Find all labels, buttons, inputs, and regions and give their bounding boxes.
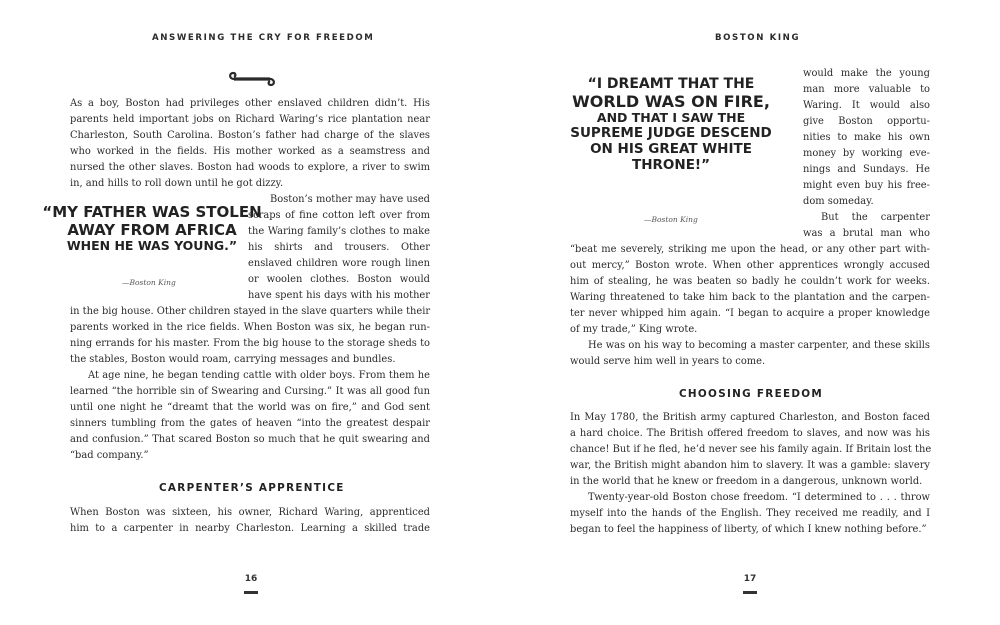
text-line: Waring threatened to take him back to the plantation and the carpen- (570, 292, 930, 303)
text-line: He was on his way to becoming a master carpenter, and these skills (588, 340, 930, 351)
pull-quote-line: WHEN HE WAS YOUNG.” (66, 238, 238, 254)
text-line: his shirts and trousers. Other (248, 242, 430, 253)
text-line: Twenty-year-old Boston chose freedom. “I determined to . . . throw (588, 492, 930, 503)
text-line: or woolen clothes. Boston would (248, 274, 430, 285)
ornament-icon (228, 70, 276, 88)
text-line: In May 1780, the British army captured Charleston, and Boston faced (570, 412, 930, 423)
text-line: “bad company.” (70, 450, 149, 461)
right-running-head: BOSTON KING (715, 33, 801, 43)
text-line: nities to make his own (803, 132, 930, 143)
right-pull-quote (560, 76, 782, 174)
right-pull-quote-attribution: —Boston King (644, 215, 698, 224)
text-line: parents held important jobs on Richard Waring’s rice plantation near (70, 114, 430, 125)
text-line: ning errands for his master. From the big house to the storage sheds to (70, 338, 430, 349)
text-line: in the big house. Other children stayed in the slave quarters while their (70, 306, 431, 317)
text-line: have spent his days with his mother (248, 290, 430, 301)
text-line: enslaved children wore rough linen (248, 258, 430, 269)
text-line: ter never whipped him again. “I began to acquire a proper knowledge (570, 308, 930, 319)
text-line: give Boston opportu- (803, 116, 930, 127)
text-line: the Waring family’s clothes to make (248, 226, 430, 237)
text-line: chance! But if he fled, he’d never see his family again. If Britain lost the (570, 444, 932, 455)
text-line: a hard choice. The British offered freedom to slaves, and now was his (570, 428, 930, 439)
text-line: But the carpenter (821, 212, 930, 223)
text-line: Waring. It would also (803, 100, 930, 111)
left-running-head: ANSWERING THE CRY FOR FREEDOM (152, 33, 375, 43)
text-line: scraps of fine cotton left over from (248, 210, 430, 221)
text-line: Boston’s mother may have used (270, 194, 430, 205)
text-line: man more valuable to (803, 84, 930, 95)
text-line: nursed the other slaves. Boston had woods to explore, a river to swim (70, 162, 430, 173)
text-line: learned “the horrible sin of Swearing and Cursing.” It was all good fun (70, 386, 430, 397)
pull-quote-line: WORLD WAS ON FIRE, (572, 91, 770, 111)
text-line: him to a carpenter in nearby Charleston. Learning a skilled trade (70, 523, 430, 534)
text-line: who worked in the fields. His mother worked as a seamstress and (70, 146, 430, 157)
section-heading-choosing-freedom: CHOOSING FREEDOM (679, 388, 824, 400)
text-line: myself into the hands of the English. They received me readily, and I (570, 508, 930, 519)
left-pull-quote (36, 204, 268, 254)
pull-quote-line: SUPREME JUDGE DESCEND (570, 125, 772, 142)
pull-quote-line: “MY FATHER WAS STOLEN (42, 203, 262, 221)
text-line: began to feel the happiness of liberty, of which I knew nothing before.” (570, 524, 927, 535)
text-line: him of stealing, he was beaten so badly he couldn’t work for weeks. (570, 276, 930, 287)
left-folio-bar (244, 591, 258, 594)
text-line: until one night he “dreamt that the world was on fire,” and God sent (70, 402, 430, 413)
pull-quote-line: THRONE!” (632, 156, 710, 173)
text-line: sinners tumbling from the gates of heaven “into the greatest despair (70, 418, 430, 429)
text-line: the stables, Boston would roam, carrying messages and bundles. (70, 354, 396, 365)
pull-quote-line: AWAY FROM AFRICA (67, 220, 237, 239)
text-line: When Boston was sixteen, his owner, Richard Waring, apprenticed (70, 507, 430, 518)
pull-quote-line: AND THAT I SAW THE (596, 110, 746, 126)
text-line: At age nine, he began tending cattle with older boys. From them he (88, 370, 430, 381)
text-line: parents worked in the rice fields. When Boston was six, he began run- (70, 322, 430, 333)
text-line: out mercy,” Boston wrote. When other apprentices wrongly accused (570, 260, 930, 271)
text-line: of my trade,” King wrote. (570, 324, 698, 335)
pull-quote-line: “I DREAMT THAT THE (587, 76, 755, 92)
text-line: war, the British might abandon him to slavery. It was a gamble: slavery (570, 460, 930, 471)
left-pull-quote-attribution: —Boston King (122, 278, 176, 287)
text-line: might even buy his free- (803, 180, 930, 191)
text-line: “beat me severely, striking me upon the head, or any other part with- (570, 244, 930, 255)
pull-quote-line: ON HIS GREAT WHITE (590, 141, 752, 158)
text-line: was a brutal man who (803, 228, 930, 239)
text-line: As a boy, Boston had privileges other enslaved children didn’t. His (70, 98, 430, 109)
text-line: would serve him well in years to come. (570, 356, 766, 367)
text-line: nings and Sundays. He (803, 164, 930, 175)
right-page-number: 17 (743, 574, 757, 584)
text-line: and confusion.” That scared Boston so much that he quit swearing and (70, 434, 430, 445)
text-line: would make the young (803, 68, 930, 79)
text-line: in the world that he knew or freedom in a dangerous, unknown world. (570, 476, 923, 487)
text-line: Charleston, South Carolina. Boston’s father had charge of the slaves (70, 130, 430, 141)
text-line: money by working eve- (803, 148, 930, 159)
text-line: in, and hills to roll down until he got dizzy. (70, 178, 284, 189)
text-line: dom someday. (803, 196, 874, 207)
left-page-number: 16 (244, 574, 258, 584)
right-folio-bar (743, 591, 757, 594)
section-heading-carpenters-apprentice: CARPENTER’S APPRENTICE (159, 482, 345, 494)
